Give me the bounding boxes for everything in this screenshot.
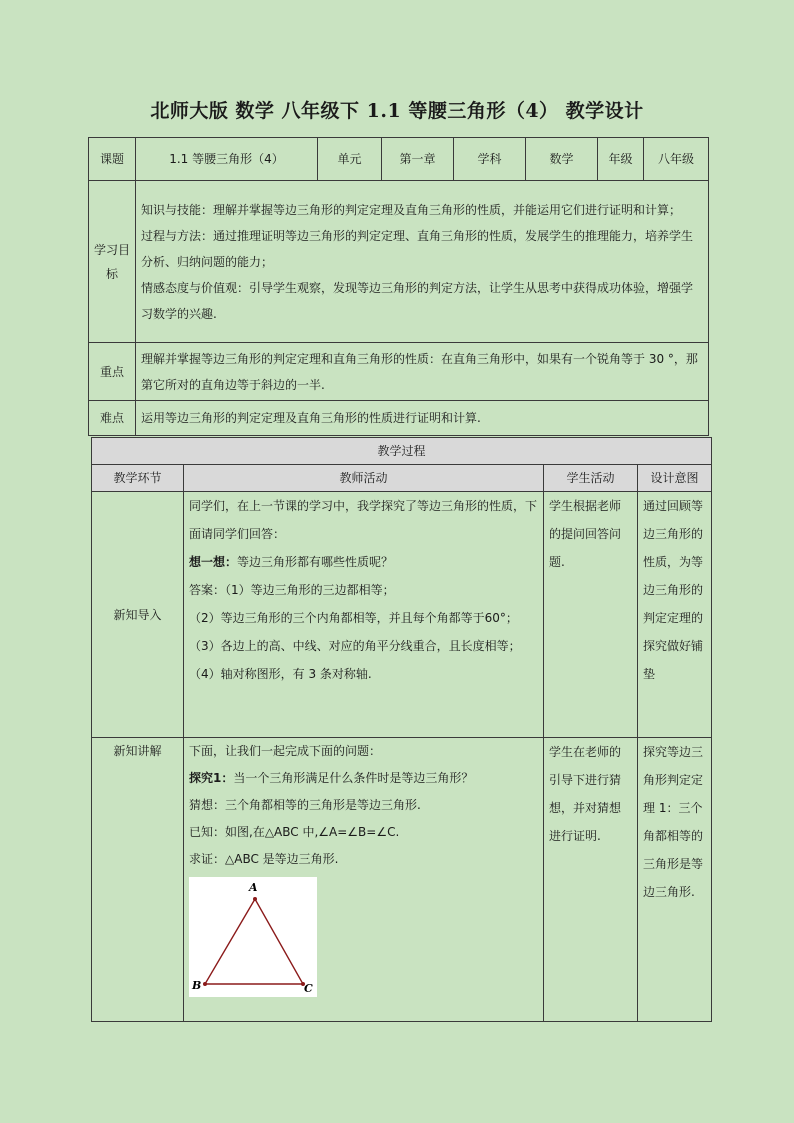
goals-label: 学习目标 (89, 181, 136, 343)
student-activity-explain: 学生在老师的引导下进行猜想，并对猜想进行证明. (544, 738, 638, 1022)
conjecture-line: 猜想：三个角都相等的三角形是等边三角形. (189, 798, 421, 812)
grade-value: 八年级 (644, 138, 709, 181)
stage-explain: 新知讲解 (92, 738, 184, 1022)
intent-explain: 探究等边三角形判定定理 1：三个角都相等的三角形是等边三角形. (638, 738, 712, 1022)
topic-label: 课题 (89, 138, 136, 181)
topic-value: 1.1 等腰三角形（4） (136, 138, 318, 181)
think-label: 想一想： (189, 555, 238, 569)
think-line (189, 548, 538, 576)
label-b: B (192, 979, 202, 992)
triangle-abc-svg (189, 877, 317, 997)
prove-line: 求证：△ABC 是等边三角形. (189, 852, 339, 866)
key-label: 重点 (89, 343, 136, 401)
subject-label: 学科 (454, 138, 526, 181)
explore-question: 当一个三角形满足什么条件时是等边三角形？ (233, 771, 474, 785)
goal-knowledge: 知识与技能：理解并掌握等边三角形的判定定理及直角三角形的性质，并能运用它们进行证明和计算； (141, 202, 682, 217)
header-teacher: 教师活动 (184, 465, 544, 492)
key-text: 理解并掌握等边三角形的判定定理和直角三角形的性质：在直角三角形中，如果有一个锐角等于 30 °，那第它所对的直角边等于斜边的一半. (136, 343, 709, 401)
stage-intro: 新知导入 (92, 492, 184, 738)
process-title: 教学过程 (92, 438, 712, 465)
label-a: A (249, 881, 258, 894)
grade-label: 年级 (598, 138, 644, 181)
triangle-abc (205, 899, 303, 984)
answer-line-2: （2）等边三角形的三个内角都相等，并且每个角都等于60°； (189, 611, 518, 625)
header-stage: 教学环节 (92, 465, 184, 492)
teaching-process-table (91, 437, 712, 1022)
teacher-activity-explain (184, 738, 544, 1022)
given-line: 已知：如图,在△ABC 中,∠A=∠B=∠C. (189, 825, 400, 839)
answer-line-1: 答案：（1）等边三角形的三边都相等； (189, 583, 395, 597)
explore-label: 探究1： (189, 771, 234, 785)
answer-line-3: （3）各边上的高、中线、对应的角平分线重合，且长度相等； (189, 639, 521, 653)
explain-intro: 下面，让我们一起完成下面的问题： (189, 744, 382, 758)
goals-cell (136, 181, 709, 343)
triangle-figure (189, 877, 317, 997)
unit-label: 单元 (318, 138, 382, 181)
header-intent: 设计意图 (638, 465, 712, 492)
goal-attitude: 情感态度与价值观：引导学生观察，发现等边三角形的判定方法，让学生从思考中获得成功体验，增强学习数学的兴趣. (141, 280, 694, 321)
difficulty-text: 运用等边三角形的判定定理及直角三角形的性质进行证明和计算. (136, 401, 709, 436)
student-activity-intro: 学生根据老师的提问回答问题. (544, 492, 638, 738)
intro-line: 同学们，在上一节课的学习中，我学探究了等边三角形的性质，下面请同学们回答： (189, 499, 538, 541)
difficulty-label: 难点 (89, 401, 136, 436)
goal-process: 过程与方法：通过推理证明等边三角形的判定定理、直角三角形的性质，发展学生的推理能力，培养学生分析、归纳问题的能力； (141, 228, 694, 269)
answer-line-4: （4）轴对称图形，有 3 条对称轴. (189, 667, 372, 681)
intent-intro: 通过回顾等边三角形的性质，为等边三角形的判定定理的探究做好铺垫 (638, 492, 712, 738)
explore-line (189, 765, 538, 792)
page-title: 北师大版 数学 八年级下 1.1 等腰三角形（4） 教学设计 (150, 100, 644, 122)
unit-value: 第一章 (382, 138, 454, 181)
think-question: 等边三角形都有哪些性质呢？ (237, 555, 394, 569)
label-c: C (304, 982, 313, 995)
teacher-activity-intro (184, 492, 544, 738)
vertex-b (203, 982, 207, 986)
header-student: 学生活动 (544, 465, 638, 492)
vertex-a (253, 897, 257, 901)
course-info-table (88, 137, 709, 436)
subject-value: 数学 (526, 138, 598, 181)
